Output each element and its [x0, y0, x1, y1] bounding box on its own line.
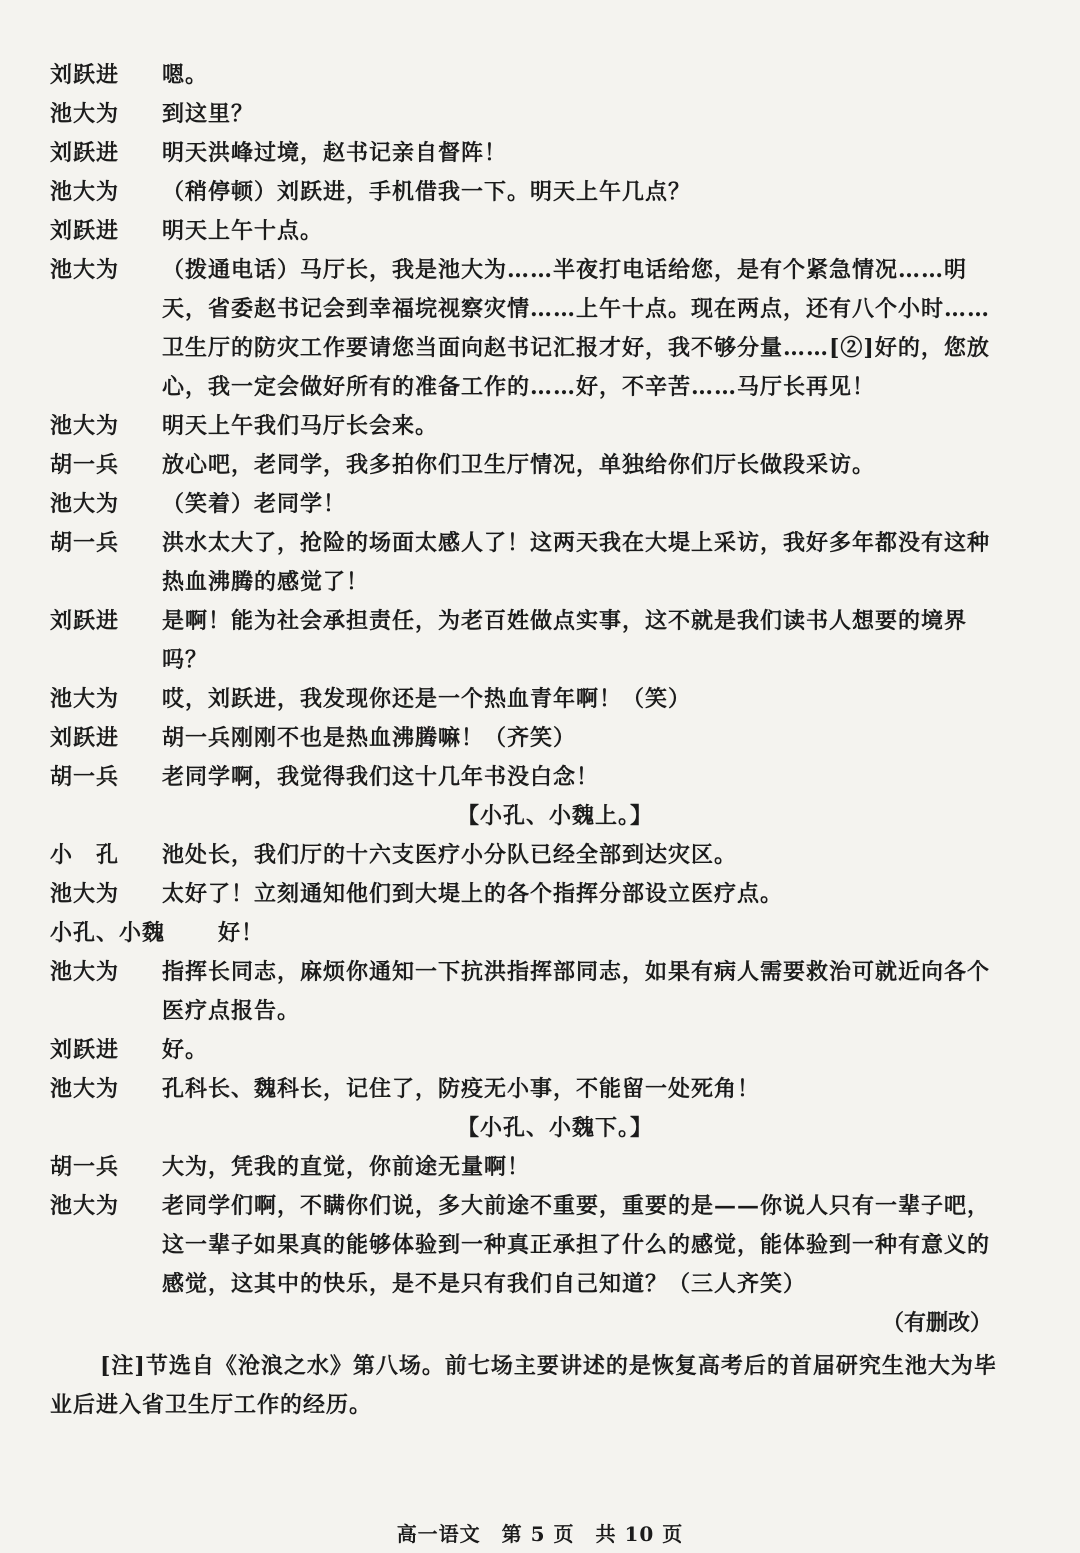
dialogue-block-3: [50, 1148, 1000, 1304]
footnote: [注]节选自《沧浪之水》第八场。前七场主要讲述的是恢复高考后的首届研究生池大为毕业后进入省卫生厅工作的经历。: [50, 1353, 997, 1418]
speech-text: 老同学啊，我觉得我们这十几年书没白念！: [162, 764, 600, 790]
stage-direction-enter: 【小孔、小魏上。】: [456, 803, 653, 829]
speaker-name: 胡一兵: [50, 764, 120, 790]
dialogue-line: [50, 212, 1000, 251]
speaker-name: 胡一兵: [50, 1154, 120, 1180]
dialogue-line: [50, 1070, 1000, 1109]
speaker-name: 池大为: [50, 1193, 120, 1219]
dialogue-line: [50, 836, 1000, 875]
dialogue-line: [50, 446, 1000, 485]
speaker-name: 刘跃进: [50, 218, 120, 244]
dialogue-line: [50, 602, 1000, 680]
dialogue-line: [50, 719, 1000, 758]
stage-direction-exit: 【小孔、小魏下。】: [456, 1115, 653, 1141]
dialogue-line: [50, 485, 1000, 524]
speech-text: 是啊！能为社会承担责任，为老百姓做点实事，这不就是我们读书人想要的境界吗？: [162, 608, 968, 673]
speech-text: 太好了！立刻通知他们到大堤上的各个指挥分部设立医疗点。: [162, 881, 784, 907]
speaker-name: 刘跃进: [50, 608, 120, 634]
speaker-name: 池大为: [50, 491, 120, 517]
dialogue-line: [50, 914, 1000, 953]
dialogue-line: [50, 524, 1000, 602]
speech-text: 放心吧，老同学，我多拍你们卫生厅情况，单独给你们厅长做段采访。: [162, 452, 876, 478]
page-footer: 高一语文 第 5 页 共 10 页: [396, 1522, 684, 1546]
speech-text: 明天上午我们马厅长会来。: [162, 413, 439, 439]
speaker-name: 刘跃进: [50, 140, 120, 166]
dialogue-line: [50, 251, 1000, 407]
dialogue-line: [50, 95, 1000, 134]
dialogue-line: [50, 1031, 1000, 1070]
dialogue-line: [50, 758, 1000, 797]
speech-text: 大为，凭我的直觉，你前途无量啊！: [162, 1154, 531, 1180]
speaker-name: 池大为: [50, 1076, 120, 1102]
speech-text: 好！: [218, 920, 265, 946]
speaker-name: 小 孔: [50, 842, 120, 868]
source-note: （有删改）: [881, 1310, 992, 1336]
dialogue-line: [50, 680, 1000, 719]
speech-text: 哎，刘跃进，我发现你还是一个热血青年啊！（笑）: [162, 686, 692, 712]
speech-text: 老同学们啊，不瞒你们说，多大前途不重要，重要的是——你说人只有一辈子吧，这一辈子如果真的能够体验到一种真正承担了什么的感觉，能体验到一种有意义的感觉，这其中的快乐，是不是只有我们自己知道？（三人齐笑）: [162, 1193, 991, 1297]
speech-text: 胡一兵刚刚不也是热血沸腾嘛！（齐笑）: [162, 725, 577, 751]
speaker-name: 小孔、小魏: [50, 920, 166, 946]
speech-text: 洪水太大了，抢险的场面太感人了！这两天我在大堤上采访，我好多年都没有这种热血沸腾的感觉了！: [162, 530, 991, 595]
speaker-name: 池大为: [50, 686, 120, 712]
play-dialogue: [50, 56, 1000, 1425]
speaker-name: 池大为: [50, 959, 120, 985]
speech-text: 孔科长、魏科长，记住了，防疫无小事，不能留一处死角！: [162, 1076, 761, 1102]
speaker-name: 刘跃进: [50, 62, 120, 88]
speech-text: 到这里？: [162, 101, 255, 127]
dialogue-block-2: [50, 836, 1000, 1109]
speech-text: 明天洪峰过境，赵书记亲自督阵！: [162, 140, 508, 166]
speaker-name: 池大为: [50, 413, 120, 439]
dialogue-line: [50, 56, 1000, 95]
dialogue-line: [50, 1148, 1000, 1187]
dialogue-line: [50, 173, 1000, 212]
speaker-name: 胡一兵: [50, 530, 120, 556]
speech-text: （拨通电话）马厅长，我是池大为……半夜打电话给您，是有个紧急情况……明天，省委赵书记会到幸福垸视察灾情……上午十点。现在两点，还有八个小时……卫生厅的防灾工作要请您当面向赵书记汇报才好，我不够分量……[②]好的，您放心，我一定会做好所有的准备工作的……好，不辛苦……马厅长再见！: [162, 257, 991, 400]
dialogue-block-1: [50, 56, 1000, 797]
speech-text: 明天上午十点。: [162, 218, 324, 244]
dialogue-line: [50, 134, 1000, 173]
speech-text: 好。: [162, 1037, 209, 1063]
speech-text: （稍停顿）刘跃进，手机借我一下。明天上午几点？: [162, 179, 692, 205]
speaker-name: 池大为: [50, 179, 120, 205]
speech-text: （笑着）老同学！: [162, 491, 347, 517]
speaker-name: 池大为: [50, 101, 120, 127]
speaker-name: 池大为: [50, 257, 120, 283]
dialogue-line: [50, 953, 1000, 1031]
dialogue-line: [50, 407, 1000, 446]
speech-text: 指挥长同志，麻烦你通知一下抗洪指挥部同志，如果有病人需要救治可就近向各个医疗点报告。: [162, 959, 991, 1024]
dialogue-line: [50, 875, 1000, 914]
speech-text: 嗯。: [162, 62, 209, 88]
speech-text: 池处长，我们厅的十六支医疗小分队已经全部到达灾区。: [162, 842, 738, 868]
speaker-name: 刘跃进: [50, 725, 120, 751]
dialogue-line: [50, 1187, 1000, 1304]
speaker-name: 胡一兵: [50, 452, 120, 478]
speaker-name: 池大为: [50, 881, 120, 907]
speaker-name: 刘跃进: [50, 1037, 120, 1063]
